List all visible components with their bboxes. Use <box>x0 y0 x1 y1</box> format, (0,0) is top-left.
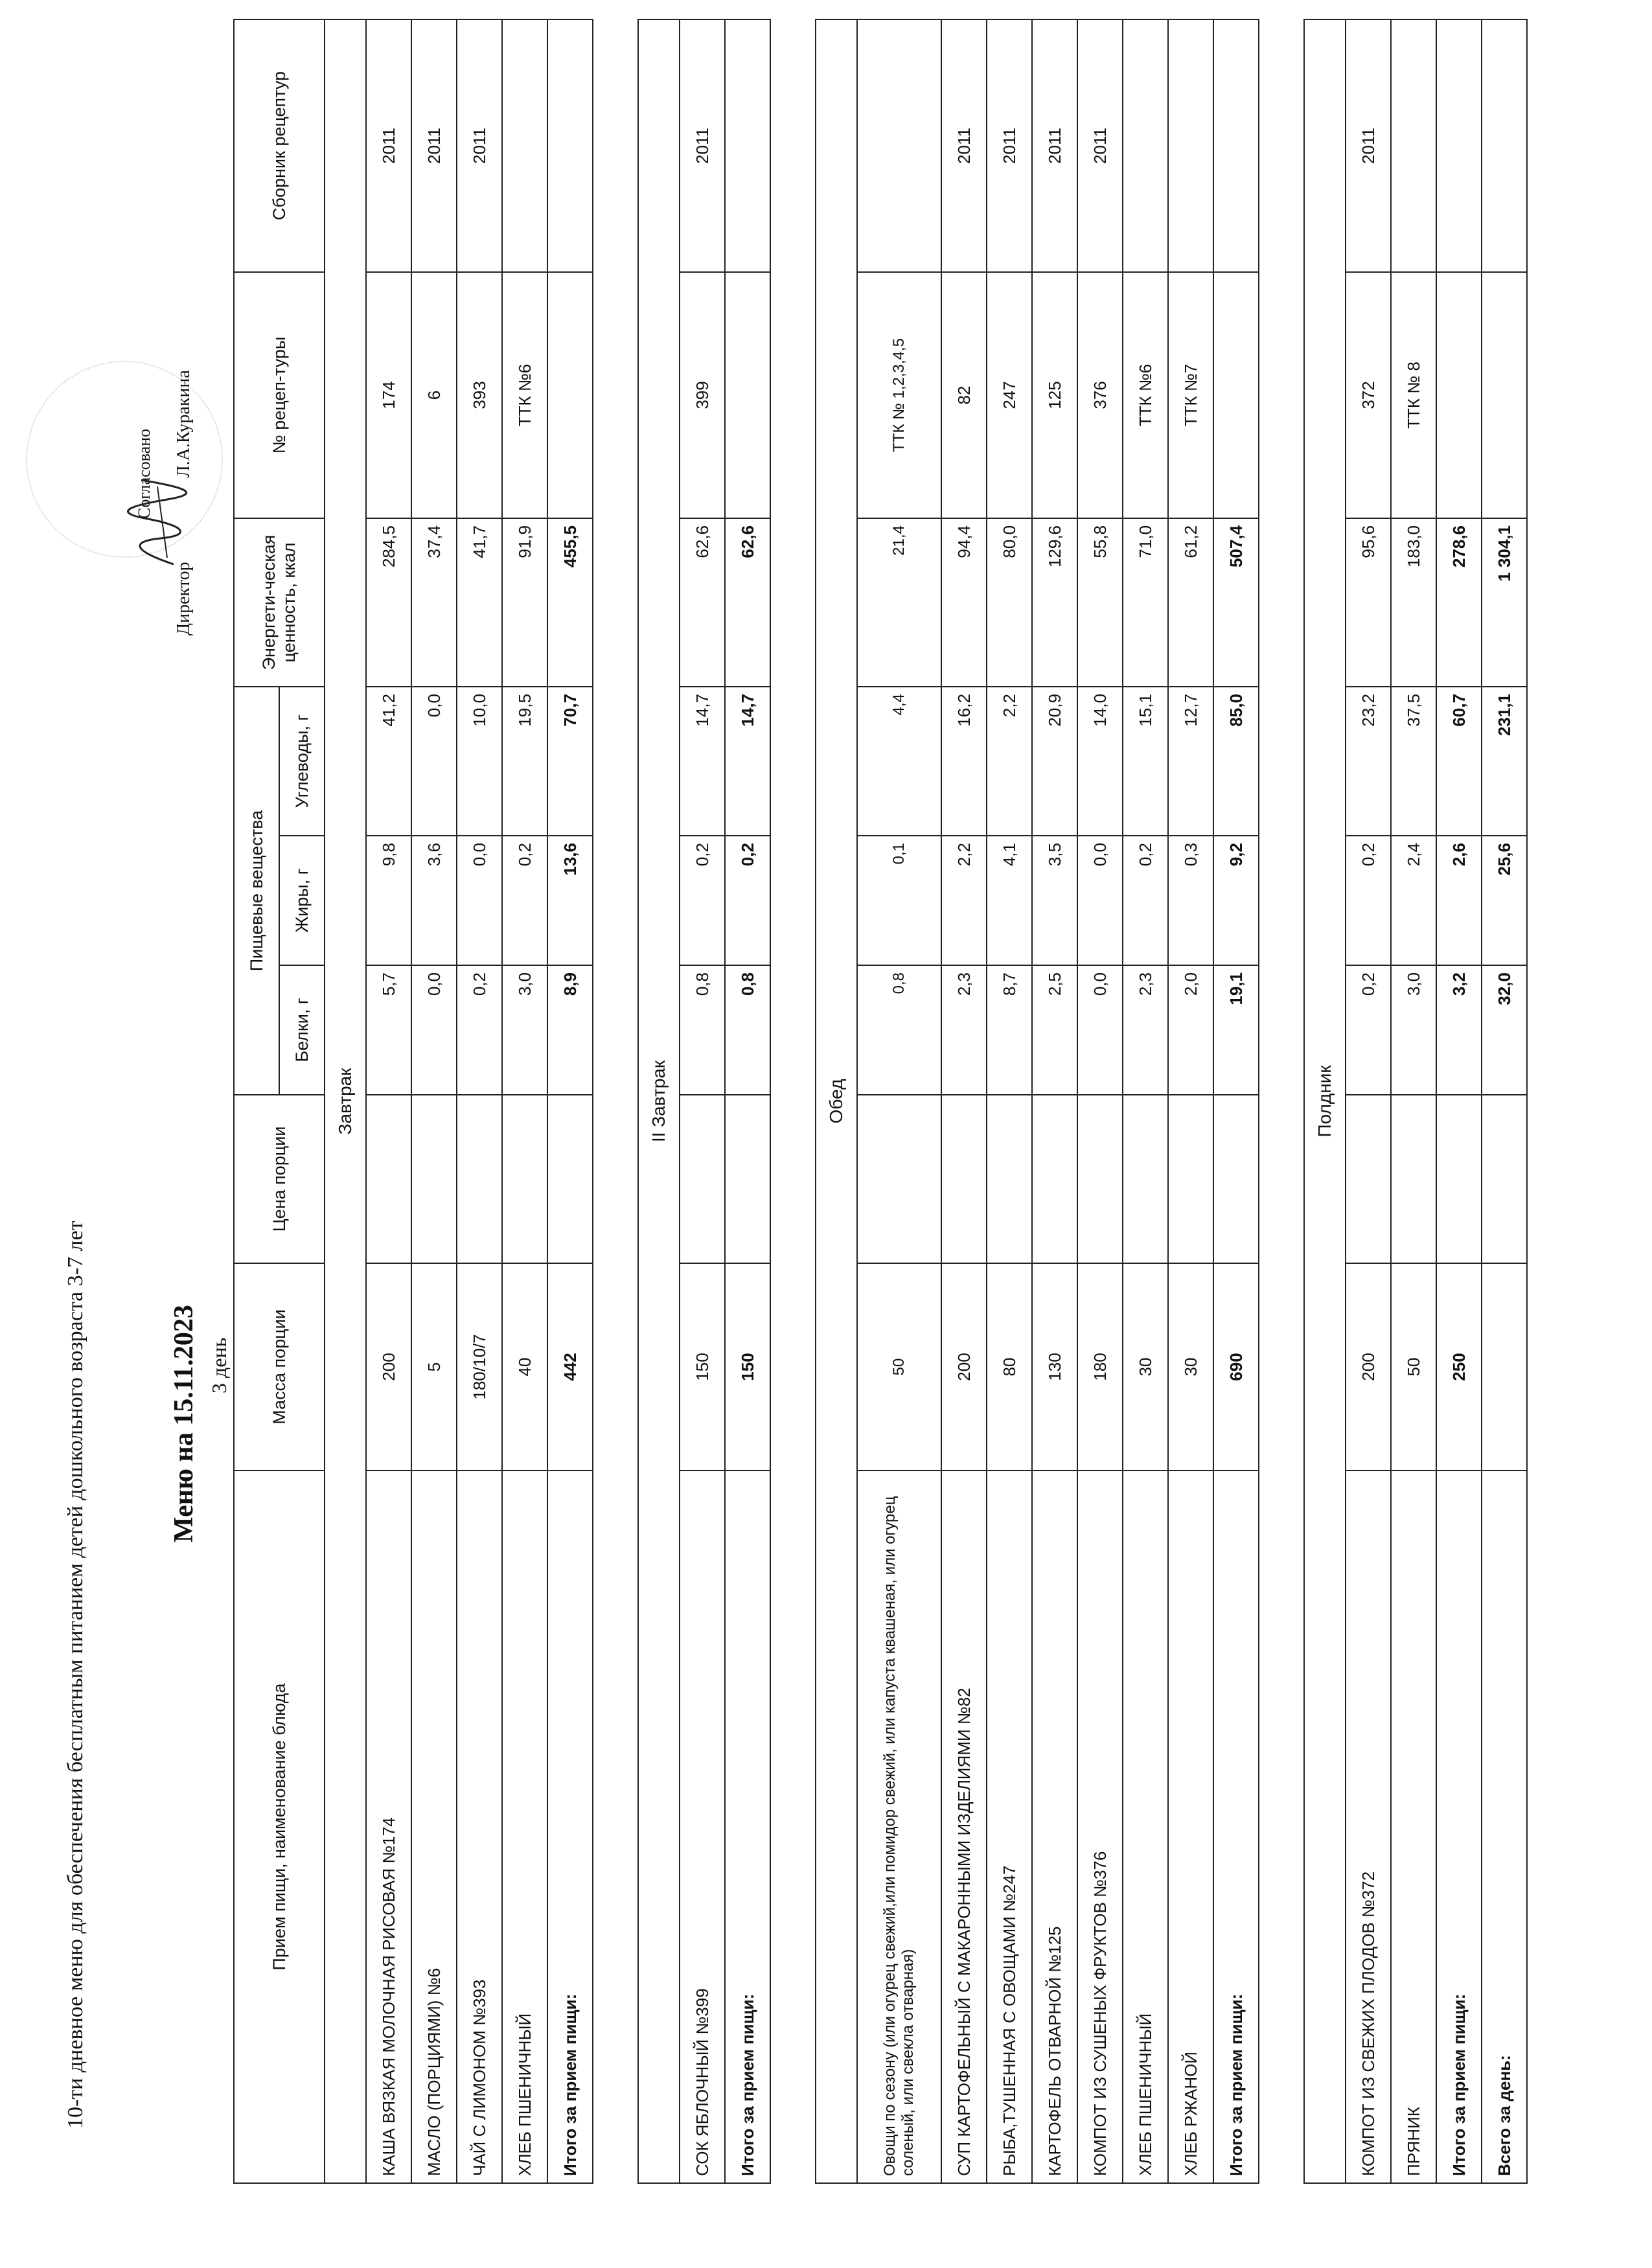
dish-name: ХЛЕБ ПШЕНИЧНЫЙ <box>502 1471 547 2183</box>
portion-mass: 50 <box>1391 1263 1436 1471</box>
proteins-value: 2,0 <box>1168 965 1213 1095</box>
portion-mass: 180/10/7 <box>457 1263 502 1471</box>
recipe-book <box>1391 19 1436 272</box>
portion-price <box>1391 1095 1436 1263</box>
day-total-mass-empty <box>1482 1263 1527 1471</box>
day-total-book-empty <box>1482 19 1527 272</box>
fats-value: 0,2 <box>1123 836 1168 965</box>
recipe-number: 82 <box>941 272 987 518</box>
menu-table-body <box>325 19 1527 2183</box>
carbs-value: 10,0 <box>457 687 502 836</box>
recipe-book <box>1123 19 1168 272</box>
header-portion-price: Цена порции <box>234 1095 325 1263</box>
energy-value: 41,7 <box>457 518 502 687</box>
total-mass: 442 <box>547 1263 593 1471</box>
total-book-empty <box>1436 19 1482 272</box>
fats-value: 0,2 <box>1346 836 1391 965</box>
gap-cell <box>1259 19 1304 2183</box>
meal-total-label: Итого за прием пищи: <box>725 1471 770 2183</box>
carbs-value: 37,5 <box>1391 687 1436 836</box>
proteins-value: 5,7 <box>366 965 411 1095</box>
total-recipe-empty <box>547 272 593 518</box>
meal-total-row <box>547 19 593 2183</box>
recipe-number: 247 <box>987 272 1032 518</box>
day-total-price-empty <box>1482 1095 1527 1263</box>
gap-cell <box>593 19 638 2183</box>
day-total-row <box>1482 19 1527 2183</box>
energy-value: 95,6 <box>1346 518 1391 687</box>
proteins-value: 0,2 <box>457 965 502 1095</box>
recipe-book <box>502 19 547 272</box>
fats-value: 0,0 <box>1077 836 1123 965</box>
day-total-fats: 25,6 <box>1482 836 1527 965</box>
dish-name: КАША ВЯЗКАЯ МОЛОЧНАЯ РИСОВАЯ №174 <box>366 1471 411 2183</box>
proteins-value: 2,3 <box>1123 965 1168 1095</box>
header-meal-name: Прием пищи, наименование блюда <box>234 1471 325 2183</box>
total-energy: 455,5 <box>547 518 593 687</box>
meal-total-label: Итого за прием пищи: <box>1436 1471 1482 2183</box>
table-row <box>987 19 1032 2183</box>
day-number: 3 день <box>207 1337 231 1393</box>
dish-name: КОМПОТ ИЗ СУШЕНЫХ ФРУКТОВ №376 <box>1077 1471 1123 2183</box>
proteins-value: 0,8 <box>680 965 725 1095</box>
carbs-value: 12,7 <box>1168 687 1213 836</box>
recipe-book: 2011 <box>366 19 411 272</box>
total-book-empty <box>1213 19 1259 272</box>
total-carbs: 70,7 <box>547 687 593 836</box>
fats-value: 3,6 <box>411 836 457 965</box>
portion-mass: 150 <box>680 1263 725 1471</box>
proteins-value: 0,2 <box>1346 965 1391 1095</box>
section-title-row <box>816 19 857 2183</box>
table-row <box>857 19 941 2183</box>
table-row <box>941 19 987 2183</box>
portion-price <box>1077 1095 1123 1263</box>
portion-price <box>411 1095 457 1263</box>
recipe-number: ТТК №6 <box>1123 272 1168 518</box>
proteins-value: 0,0 <box>411 965 457 1095</box>
energy-value: 61,2 <box>1168 518 1213 687</box>
recipe-book <box>857 19 941 272</box>
total-fats: 9,2 <box>1213 836 1259 965</box>
header-recipe-book: Сборник рецептур <box>234 19 325 272</box>
total-proteins: 19,1 <box>1213 965 1259 1095</box>
portion-mass: 30 <box>1168 1263 1213 1471</box>
dish-name: ЧАЙ С ЛИМОНОМ №393 <box>457 1471 502 2183</box>
recipe-number: 125 <box>1032 272 1077 518</box>
total-carbs: 60,7 <box>1436 687 1482 836</box>
proteins-value: 0,0 <box>1077 965 1123 1095</box>
portion-mass: 30 <box>1123 1263 1168 1471</box>
total-proteins: 8,9 <box>547 965 593 1095</box>
portion-price <box>457 1095 502 1263</box>
header-fats: Жиры, г <box>279 836 325 965</box>
meal-total-label: Итого за прием пищи: <box>547 1471 593 2183</box>
fats-value: 2,2 <box>941 836 987 965</box>
total-energy: 507,4 <box>1213 518 1259 687</box>
menu-date-heading: Меню на 15.11.2023 <box>169 1305 199 1542</box>
carbs-value: 2,2 <box>987 687 1032 836</box>
fats-value: 0,0 <box>457 836 502 965</box>
day-total-label: Всего за день: <box>1482 1471 1527 2183</box>
total-mass: 150 <box>725 1263 770 1471</box>
section-title-row <box>638 19 680 2183</box>
fats-value: 0,3 <box>1168 836 1213 965</box>
total-mass: 690 <box>1213 1263 1259 1471</box>
table-row <box>1032 19 1077 2183</box>
recipe-book: 2011 <box>457 19 502 272</box>
dish-name: ПРЯНИК <box>1391 1471 1436 2183</box>
portion-mass: 200 <box>366 1263 411 1471</box>
signature-mark <box>122 474 193 571</box>
recipe-number: ТТК № 1,2,3,4,5 <box>857 272 941 518</box>
meal-total-row <box>1213 19 1259 2183</box>
meal-total-row <box>725 19 770 2183</box>
header-proteins: Белки, г <box>279 965 325 1095</box>
carbs-value: 41,2 <box>366 687 411 836</box>
energy-value: 129,6 <box>1032 518 1077 687</box>
table-row <box>411 19 457 2183</box>
day-total-carbs: 231,1 <box>1482 687 1527 836</box>
carbs-value: 19,5 <box>502 687 547 836</box>
portion-mass: 50 <box>857 1263 941 1471</box>
fats-value: 9,8 <box>366 836 411 965</box>
proteins-value: 0,8 <box>857 965 941 1095</box>
table-row <box>1077 19 1123 2183</box>
recipe-book: 2011 <box>1077 19 1123 272</box>
recipe-book: 2011 <box>411 19 457 272</box>
fats-value: 3,5 <box>1032 836 1077 965</box>
total-fats: 13,6 <box>547 836 593 965</box>
section-gap <box>593 19 638 2183</box>
carbs-value: 0,0 <box>411 687 457 836</box>
recipe-number: 174 <box>366 272 411 518</box>
dish-name: Овощи по сезону (или огурец свежий,или помидор свежий, или капуста квашеная, или огурец соленый, или свекла отварная) <box>857 1471 941 2183</box>
header-recipe-no: № рецеп-туры <box>234 272 325 518</box>
fats-value: 0,2 <box>502 836 547 965</box>
total-book-empty <box>725 19 770 272</box>
portion-price <box>1346 1095 1391 1263</box>
carbs-value: 14,7 <box>680 687 725 836</box>
table-row <box>1123 19 1168 2183</box>
header-energy: Энергети-ческая ценность, ккал <box>234 518 325 687</box>
total-recipe-empty <box>1436 272 1482 518</box>
dish-name: КАРТОФЕЛЬ ОТВАРНОЙ №125 <box>1032 1471 1077 2183</box>
total-recipe-empty <box>1213 272 1259 518</box>
portion-price <box>1123 1095 1168 1263</box>
table-row <box>502 19 547 2183</box>
recipe-number: ТТК №6 <box>502 272 547 518</box>
energy-value: 91,9 <box>502 518 547 687</box>
section-title: Завтрак <box>325 19 366 2183</box>
carbs-value: 4,4 <box>857 687 941 836</box>
total-price-empty <box>1436 1095 1482 1263</box>
proteins-value: 2,5 <box>1032 965 1077 1095</box>
portion-mass: 200 <box>1346 1263 1391 1471</box>
portion-mass: 200 <box>941 1263 987 1471</box>
fats-value: 4,1 <box>987 836 1032 965</box>
total-carbs: 85,0 <box>1213 687 1259 836</box>
header-carbs: Углеводы, г <box>279 687 325 836</box>
section-title-row <box>1304 19 1346 2183</box>
total-carbs: 14,7 <box>725 687 770 836</box>
proteins-value: 3,0 <box>502 965 547 1095</box>
recipe-book: 2011 <box>987 19 1032 272</box>
total-fats: 0,2 <box>725 836 770 965</box>
fats-value: 0,2 <box>680 836 725 965</box>
recipe-book: 2011 <box>680 19 725 272</box>
table-row <box>366 19 411 2183</box>
energy-value: 55,8 <box>1077 518 1123 687</box>
portion-price <box>502 1095 547 1263</box>
total-mass: 250 <box>1436 1263 1482 1471</box>
energy-value: 37,4 <box>411 518 457 687</box>
portion-price <box>857 1095 941 1263</box>
total-fats: 2,6 <box>1436 836 1482 965</box>
portion-price <box>987 1095 1032 1263</box>
carbs-value: 14,0 <box>1077 687 1123 836</box>
portion-price <box>680 1095 725 1263</box>
proteins-value: 3,0 <box>1391 965 1436 1095</box>
dish-name: МАСЛО (ПОРЦИЯМИ) №6 <box>411 1471 457 2183</box>
total-recipe-empty <box>725 272 770 518</box>
total-price-empty <box>547 1095 593 1263</box>
table-row <box>680 19 725 2183</box>
section-gap <box>770 19 816 2183</box>
recipe-number: 6 <box>411 272 457 518</box>
dish-name: ХЛЕБ РЖАНОЙ <box>1168 1471 1213 2183</box>
day-total-energy: 1 304,1 <box>1482 518 1527 687</box>
table-row <box>1391 19 1436 2183</box>
day-total-proteins: 32,0 <box>1482 965 1527 1095</box>
recipe-number: ТТК № 8 <box>1391 272 1436 518</box>
dish-name: РЫБА,ТУШЕННАЯ С ОВОЩАМИ №247 <box>987 1471 1032 2183</box>
header-nutrients: Пищевые вещества <box>234 687 279 1095</box>
portion-price <box>941 1095 987 1263</box>
recipe-book <box>1168 19 1213 272</box>
carbs-value: 16,2 <box>941 687 987 836</box>
dish-name: СУП КАРТОФЕЛЬНЫЙ С МАКАРОННЫМИ ИЗДЕЛИЯМИ №82 <box>941 1471 987 2183</box>
section-title: Обед <box>816 19 857 2183</box>
energy-value: 80,0 <box>987 518 1032 687</box>
portion-mass: 40 <box>502 1263 547 1471</box>
energy-value: 21,4 <box>857 518 941 687</box>
total-energy: 278,6 <box>1436 518 1482 687</box>
document-title: 10-ти дневное меню для обеспечения бесплатным питанием детей дошкольного возраста 3-7 лет <box>63 1220 87 2129</box>
total-energy: 62,6 <box>725 518 770 687</box>
table-row <box>1168 19 1213 2183</box>
dish-name: ХЛЕБ ПШЕНИЧНЫЙ <box>1123 1471 1168 2183</box>
portion-mass: 180 <box>1077 1263 1123 1471</box>
recipe-number: 393 <box>457 272 502 518</box>
recipe-number: 399 <box>680 272 725 518</box>
table-row <box>1346 19 1391 2183</box>
portion-mass: 130 <box>1032 1263 1077 1471</box>
energy-value: 62,6 <box>680 518 725 687</box>
portion-price <box>1168 1095 1213 1263</box>
gap-cell <box>770 19 816 2183</box>
section-title: Полдник <box>1304 19 1346 2183</box>
section-title-row <box>325 19 366 2183</box>
director-name: Л.А.Куракина <box>174 370 194 478</box>
portion-price <box>1032 1095 1077 1263</box>
director-label: Директор <box>174 562 194 636</box>
total-book-empty <box>547 19 593 272</box>
recipe-number: ТТК №7 <box>1168 272 1213 518</box>
carbs-value: 15,1 <box>1123 687 1168 836</box>
meal-total-label: Итого за прием пищи: <box>1213 1471 1259 2183</box>
energy-value: 71,0 <box>1123 518 1168 687</box>
fats-value: 0,1 <box>857 836 941 965</box>
total-price-empty <box>1213 1095 1259 1263</box>
header-portion-mass: Масса порции <box>234 1263 325 1471</box>
dish-name: СОК ЯБЛОЧНЫЙ №399 <box>680 1471 725 2183</box>
section-gap <box>1259 19 1304 2183</box>
total-proteins: 3,2 <box>1436 965 1482 1095</box>
day-total-recipe-empty <box>1482 272 1527 518</box>
fats-value: 2,4 <box>1391 836 1436 965</box>
recipe-book: 2011 <box>1346 19 1391 272</box>
menu-table <box>233 19 1528 2184</box>
proteins-value: 2,3 <box>941 965 987 1095</box>
energy-value: 183,0 <box>1391 518 1436 687</box>
portion-price <box>366 1095 411 1263</box>
recipe-book: 2011 <box>941 19 987 272</box>
proteins-value: 8,7 <box>987 965 1032 1095</box>
recipe-number: 372 <box>1346 272 1391 518</box>
portion-mass: 80 <box>987 1263 1032 1471</box>
approved-label: Согласовано <box>135 428 154 519</box>
table-header-row <box>234 19 279 2183</box>
section-title: II Завтрак <box>638 19 680 2183</box>
recipe-book: 2011 <box>1032 19 1077 272</box>
meal-total-row <box>1436 19 1482 2183</box>
total-proteins: 0,8 <box>725 965 770 1095</box>
recipe-number: 376 <box>1077 272 1123 518</box>
table-row <box>457 19 502 2183</box>
portion-mass: 5 <box>411 1263 457 1471</box>
energy-value: 284,5 <box>366 518 411 687</box>
total-price-empty <box>725 1095 770 1263</box>
carbs-value: 23,2 <box>1346 687 1391 836</box>
dish-name: КОМПОТ ИЗ СВЕЖИХ ПЛОДОВ №372 <box>1346 1471 1391 2183</box>
carbs-value: 20,9 <box>1032 687 1077 836</box>
energy-value: 94,4 <box>941 518 987 687</box>
